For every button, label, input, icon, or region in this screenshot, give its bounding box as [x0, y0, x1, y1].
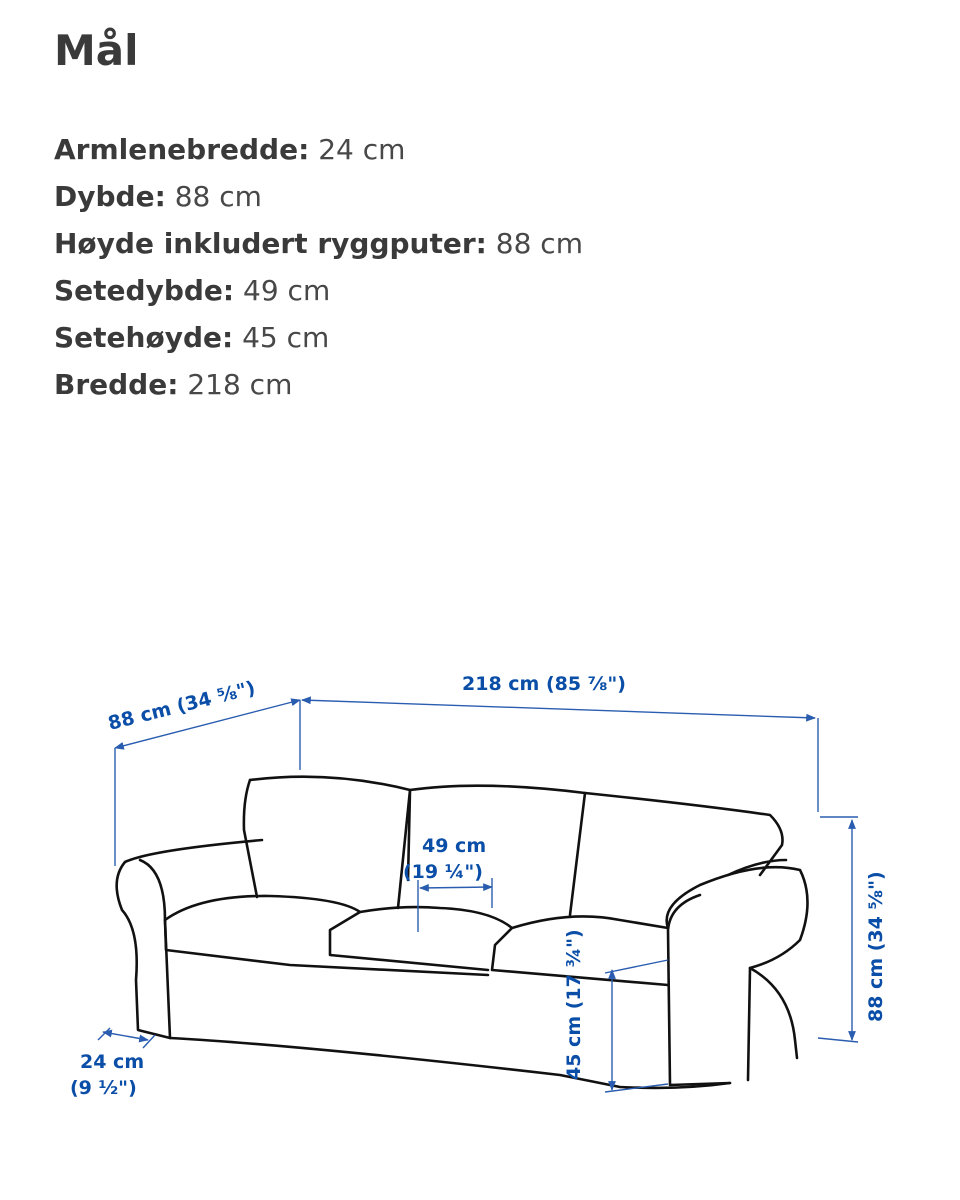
spec-value: 88 cm: [495, 227, 583, 260]
spec-label: Høyde inkludert ryggputer:: [54, 227, 487, 260]
spec-label: Setehøyde:: [54, 321, 234, 354]
spec-label: Armlenebredde:: [54, 133, 310, 166]
spec-value: 49 cm: [243, 274, 331, 307]
spec-label: Dybde:: [54, 180, 166, 213]
spec-label: Bredde:: [54, 368, 179, 401]
armrest-cm-label: 24 cm: [80, 1051, 145, 1073]
depth-label: 88 cm (34 ⅝"): [105, 677, 258, 735]
seat-depth-cm-label: 49 cm: [422, 835, 487, 857]
width-label: 218 cm (85 ⅞"): [462, 673, 626, 695]
spec-value: 24 cm: [318, 133, 406, 166]
armrest-arrow: [103, 1032, 148, 1040]
spec-label: Setedybde:: [54, 274, 235, 307]
spec-value: 218 cm: [187, 368, 293, 401]
spec-value: 45 cm: [242, 321, 330, 354]
width-arrow: [302, 700, 815, 718]
sofa-illustration: [117, 777, 808, 1088]
seat-depth-arrow: [420, 887, 492, 888]
page-title: Mål: [54, 26, 139, 75]
seat-depth-in-label: (19 ¼"): [403, 861, 483, 883]
seat-height-label: 45 cm (17 ¾"): [563, 929, 585, 1080]
dimension-lines: [98, 700, 858, 1092]
spec-value: 88 cm: [174, 180, 262, 213]
armrest-in-label: (9 ½"): [70, 1077, 137, 1099]
height-label: 88 cm (34 ⅝"): [865, 871, 887, 1022]
